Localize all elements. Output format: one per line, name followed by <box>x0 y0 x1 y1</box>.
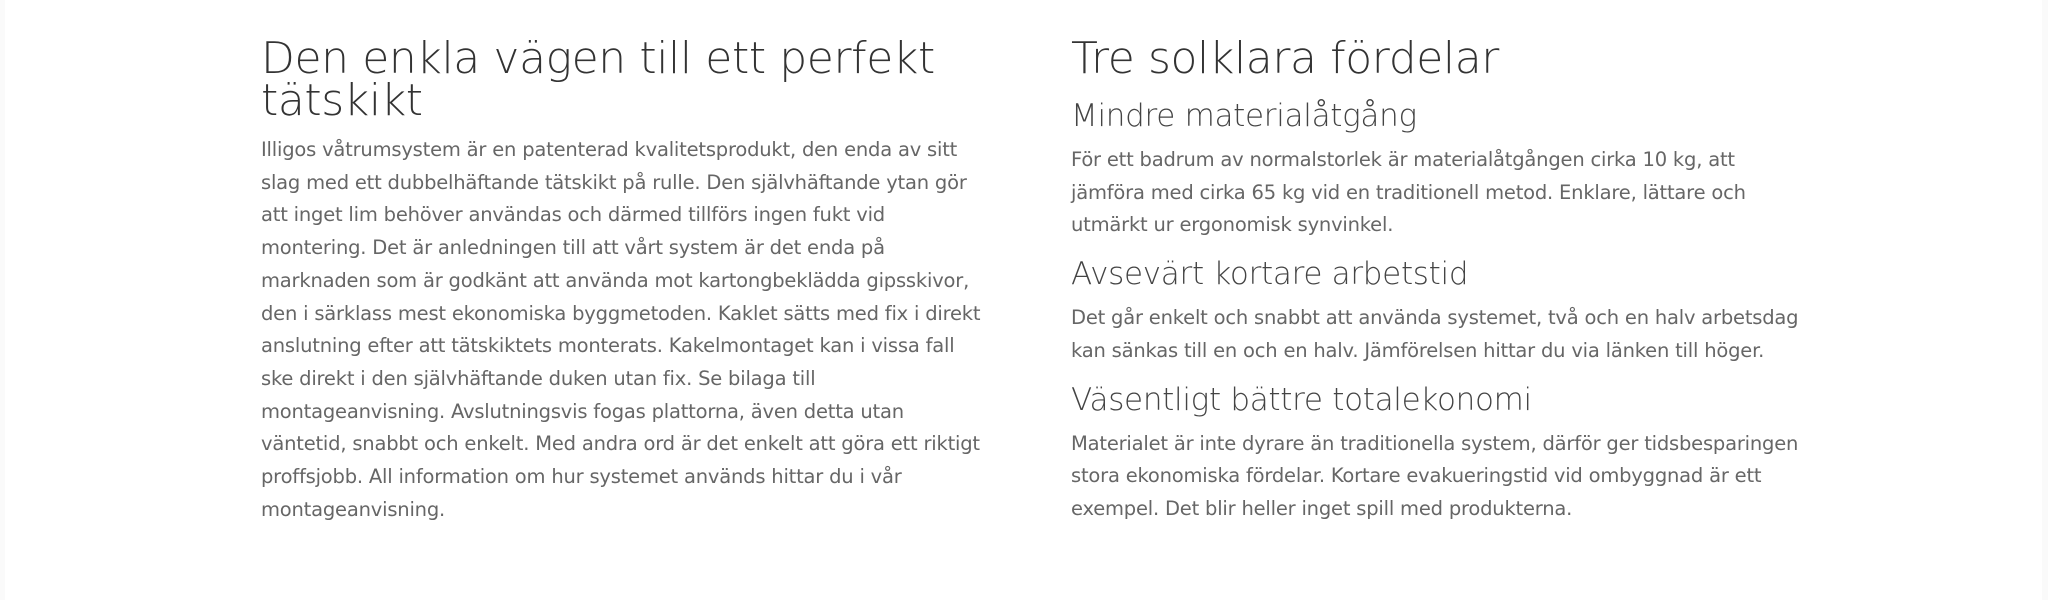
intro-text: Illigos våtrumsystem är en patenterad kvalitetsprodukt, den enda av sitt slag med ett dubbelhäftande tätskikt på rulle. Den självhäftande ytan gör att inget lim behöver användas och därmed tillförs ingen fukt vid montering. Det är anledningen till att vårt system är det enda på marknaden som är godkänt att använda mot kartongbeklädda gipsskivor, den i särklass mest ekonomiska byggmetoden. Kaklet sätts med fix i direkt anslutning efter att tätskiktets monterats. Kakelmontaget kan i vissa fall ske direkt i den självhäftande duken utan fix. Se bilaga till montageanvisning. Avslutningsvis fogas plattorna, även detta utan väntetid, snabbt och enkelt. Med andra ord är det enkelt att göra ett riktigt proffsjobb. All information om hur systemet används hittar du i vår montageanvisning. <box>261 138 981 521</box>
benefit-title: Avsevärt kortare arbetstid <box>1071 256 1469 293</box>
intro-heading: Den enkla vägen till ett perfekt tätskikt <box>261 33 935 126</box>
benefit-text: För ett badrum av normalstorlek är materialåtgången cirka 10 kg, att jämföra med cirka 65 kg vid en traditionell metod. Enklare, lättare och utmärkt ur ergonomisk synvinkel. <box>1071 148 1746 237</box>
benefits-section <box>1071 33 1801 526</box>
benefit-text: Det går enkelt och snabbt att använda systemet, två och en halv arbetsdag kan sänkas till en och en halv. Jämförelsen hittar du via länken till höger. <box>1071 306 1799 362</box>
page-content <box>5 0 2042 600</box>
benefits-heading: Tre solklara fördelar <box>1071 33 1499 84</box>
benefit-title: Mindre materialåtgång <box>1071 98 1417 134</box>
benefit-title: Väsentligt bättre totalekonomi <box>1071 381 1532 418</box>
intro-section <box>261 33 991 526</box>
benefit-text: Materialet är inte dyrare än traditionella system, därför ger tidsbesparingen stora ekonomiska fördelar. Kortare evakueringstid vid ombyggnad är ett exempel. Det blir heller inget spill med produkterna. <box>1071 431 1799 520</box>
